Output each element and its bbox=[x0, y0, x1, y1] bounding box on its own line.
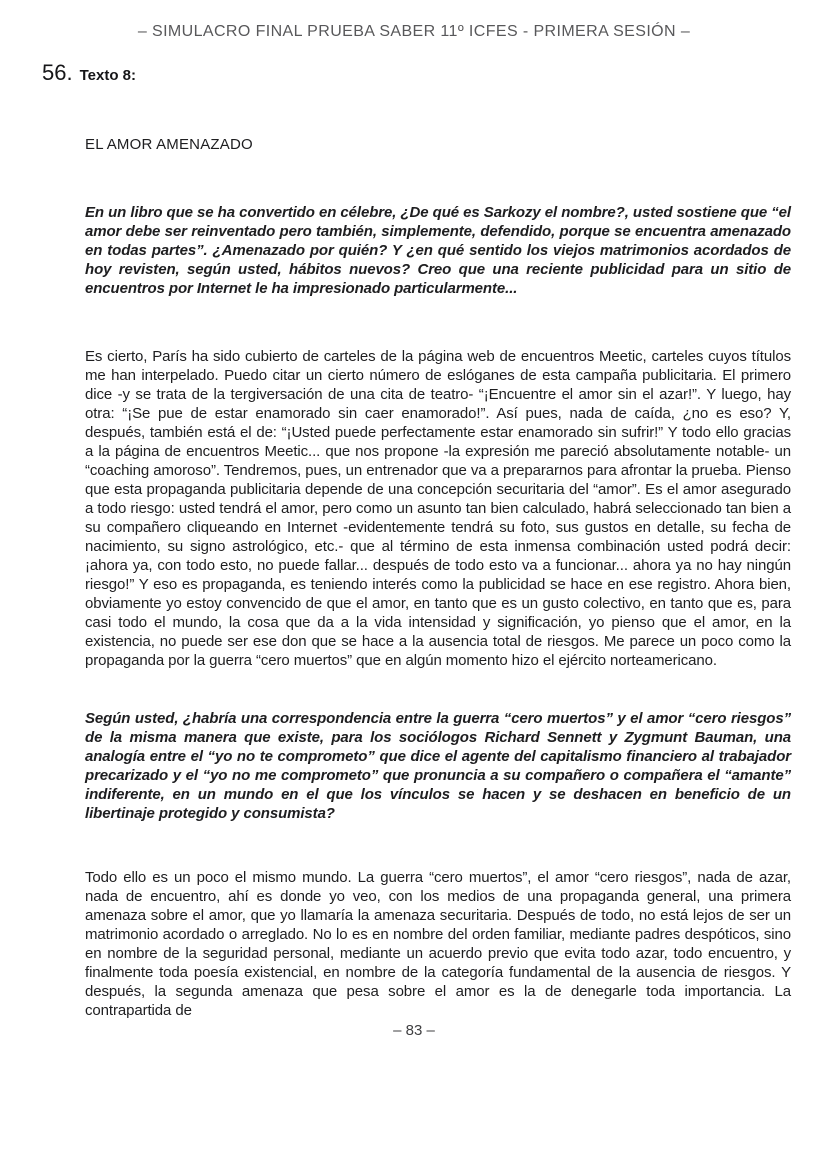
question-number: 56. bbox=[42, 60, 73, 85]
text-label: Texto 8: bbox=[79, 67, 136, 84]
exam-header: – SIMULACRO FINAL PRUEBA SABER 11º ICFES - PRIMERA SESIÓN – bbox=[137, 23, 691, 40]
interviewee-answer-2: Todo ello es un poco el mismo mundo. La guerra “cero muertos”, el amor “cero riesgos”, nada de azar, nada de encuentro, ahí es donde yo veo, con los medios de una propaganda general, una primera amenaza sobre el amor, que yo llamaría la amenaza securitaria. Después de todo, no está lejos de ser un matrimonio acordado o arreglado. No lo es en nombre del orden familiar, mediante padres despóticos, sino en nombre de la seguridad personal, mediante un acuerdo previo que evita todo azar, todo encuentro, y finalmente toda poesía existencial, en nombre de la categoría fundamental de la ausencia de riesgos. Y después, la segunda amenaza que pesa sobre el amor es la de denegarle toda importancia. La contrapartida de bbox=[85, 869, 791, 1019]
interviewer-question-1: En un libro que se ha convertido en célebre, ¿De qué es Sarkozy el nombre?, usted sostiene que “el amor debe ser reinventado pero también, simplemente, defendido, porque se encuentra amenazado en todas partes”. ¿Amenazado por quién? Y ¿en qué sentido los viejos matrimonios acordados de hoy revisten, según usted, hábitos nuevos? Creo que una reciente publicidad para un sitio de encuentros por Internet le ha impresionado particularmente... bbox=[85, 204, 791, 297]
page-number: – 83 – bbox=[393, 1022, 435, 1039]
text-title: EL AMOR AMENAZADO bbox=[85, 136, 253, 153]
question-line bbox=[42, 60, 828, 86]
interviewee-answer-1: Es cierto, París ha sido cubierto de carteles de la página web de encuentros Meetic, carteles cuyos títulos me han interpelado. Puedo citar un cierto número de eslóganes de esta campaña publicitaria. El primero dice -y se trata de la tergiversación de una cita de teatro- “¡Encuentre el amor sin el azar!”. Y luego, hay otra: “¡Se pue de estar enamorado sin caer enamorado!”. Así pues, nada de caída, ¿no es eso? Y, después, también está el de: “¡Usted puede perfectamente estar enamorado sin sufrir!” Y todo ello gracias a la página de encuentros Meetic... que nos propone -la expresión me pareció absolutamente notable- un “coaching amoroso”. Tendremos, pues, un entrenador que va a prepararnos para afrontar la prueba. Pienso que esta propaganda publicitaria depende de una concepción securitaria del “amor”. Es el amor asegurado a todo riesgo: usted tendrá el amor, pero como un asunto tan bien calculado, habrá seleccionado tan bien a su compañero cliqueando en Internet -evidentemente tendrá su foto, sus gustos en detalle, su fecha de nacimiento, su signo astrológico, etc.- que al término de esta inmensa combinación usted podrá decir: ¡ahora ya, con todo esto, no puede fallar... después de todo esto va a funcionar... ahora ya no hay ningún riesgo!” Y eso es propaganda, es teniendo interés como la publicidad se hace en ese registro. Ahora bien, obviamente yo estoy convencido de que el amor, en tanto que es un gusto colectivo, en tanto que es, para casi todo el mundo, la cosa que da a la vida intensidad y significación, yo pienso que el amor, en la existencia, no puede ser ese don que se hace a la ausencia total de riesgos. Me parece un poco como la propaganda por la guerra “cero muertos” que en algún momento hizo el ejército norteamericano. bbox=[85, 348, 791, 669]
interviewer-question-2: Según usted, ¿habría una correspondencia entre la guerra “cero muertos” y el amor “cero riesgos” de la misma manera que existe, para los sociólogos Richard Sennett y Zygmunt Bauman, una analogía entre el “yo no te comprometo” que dice el agente del capitalismo financiero al trabajador precarizado y el “yo no me comprometo” que pronuncia a su compañero o compañera el “amante” indiferente, en un mundo en el que los vínculos se hacen y se deshacen en beneficio de un libertinaje protegido y consumista? bbox=[85, 710, 791, 822]
